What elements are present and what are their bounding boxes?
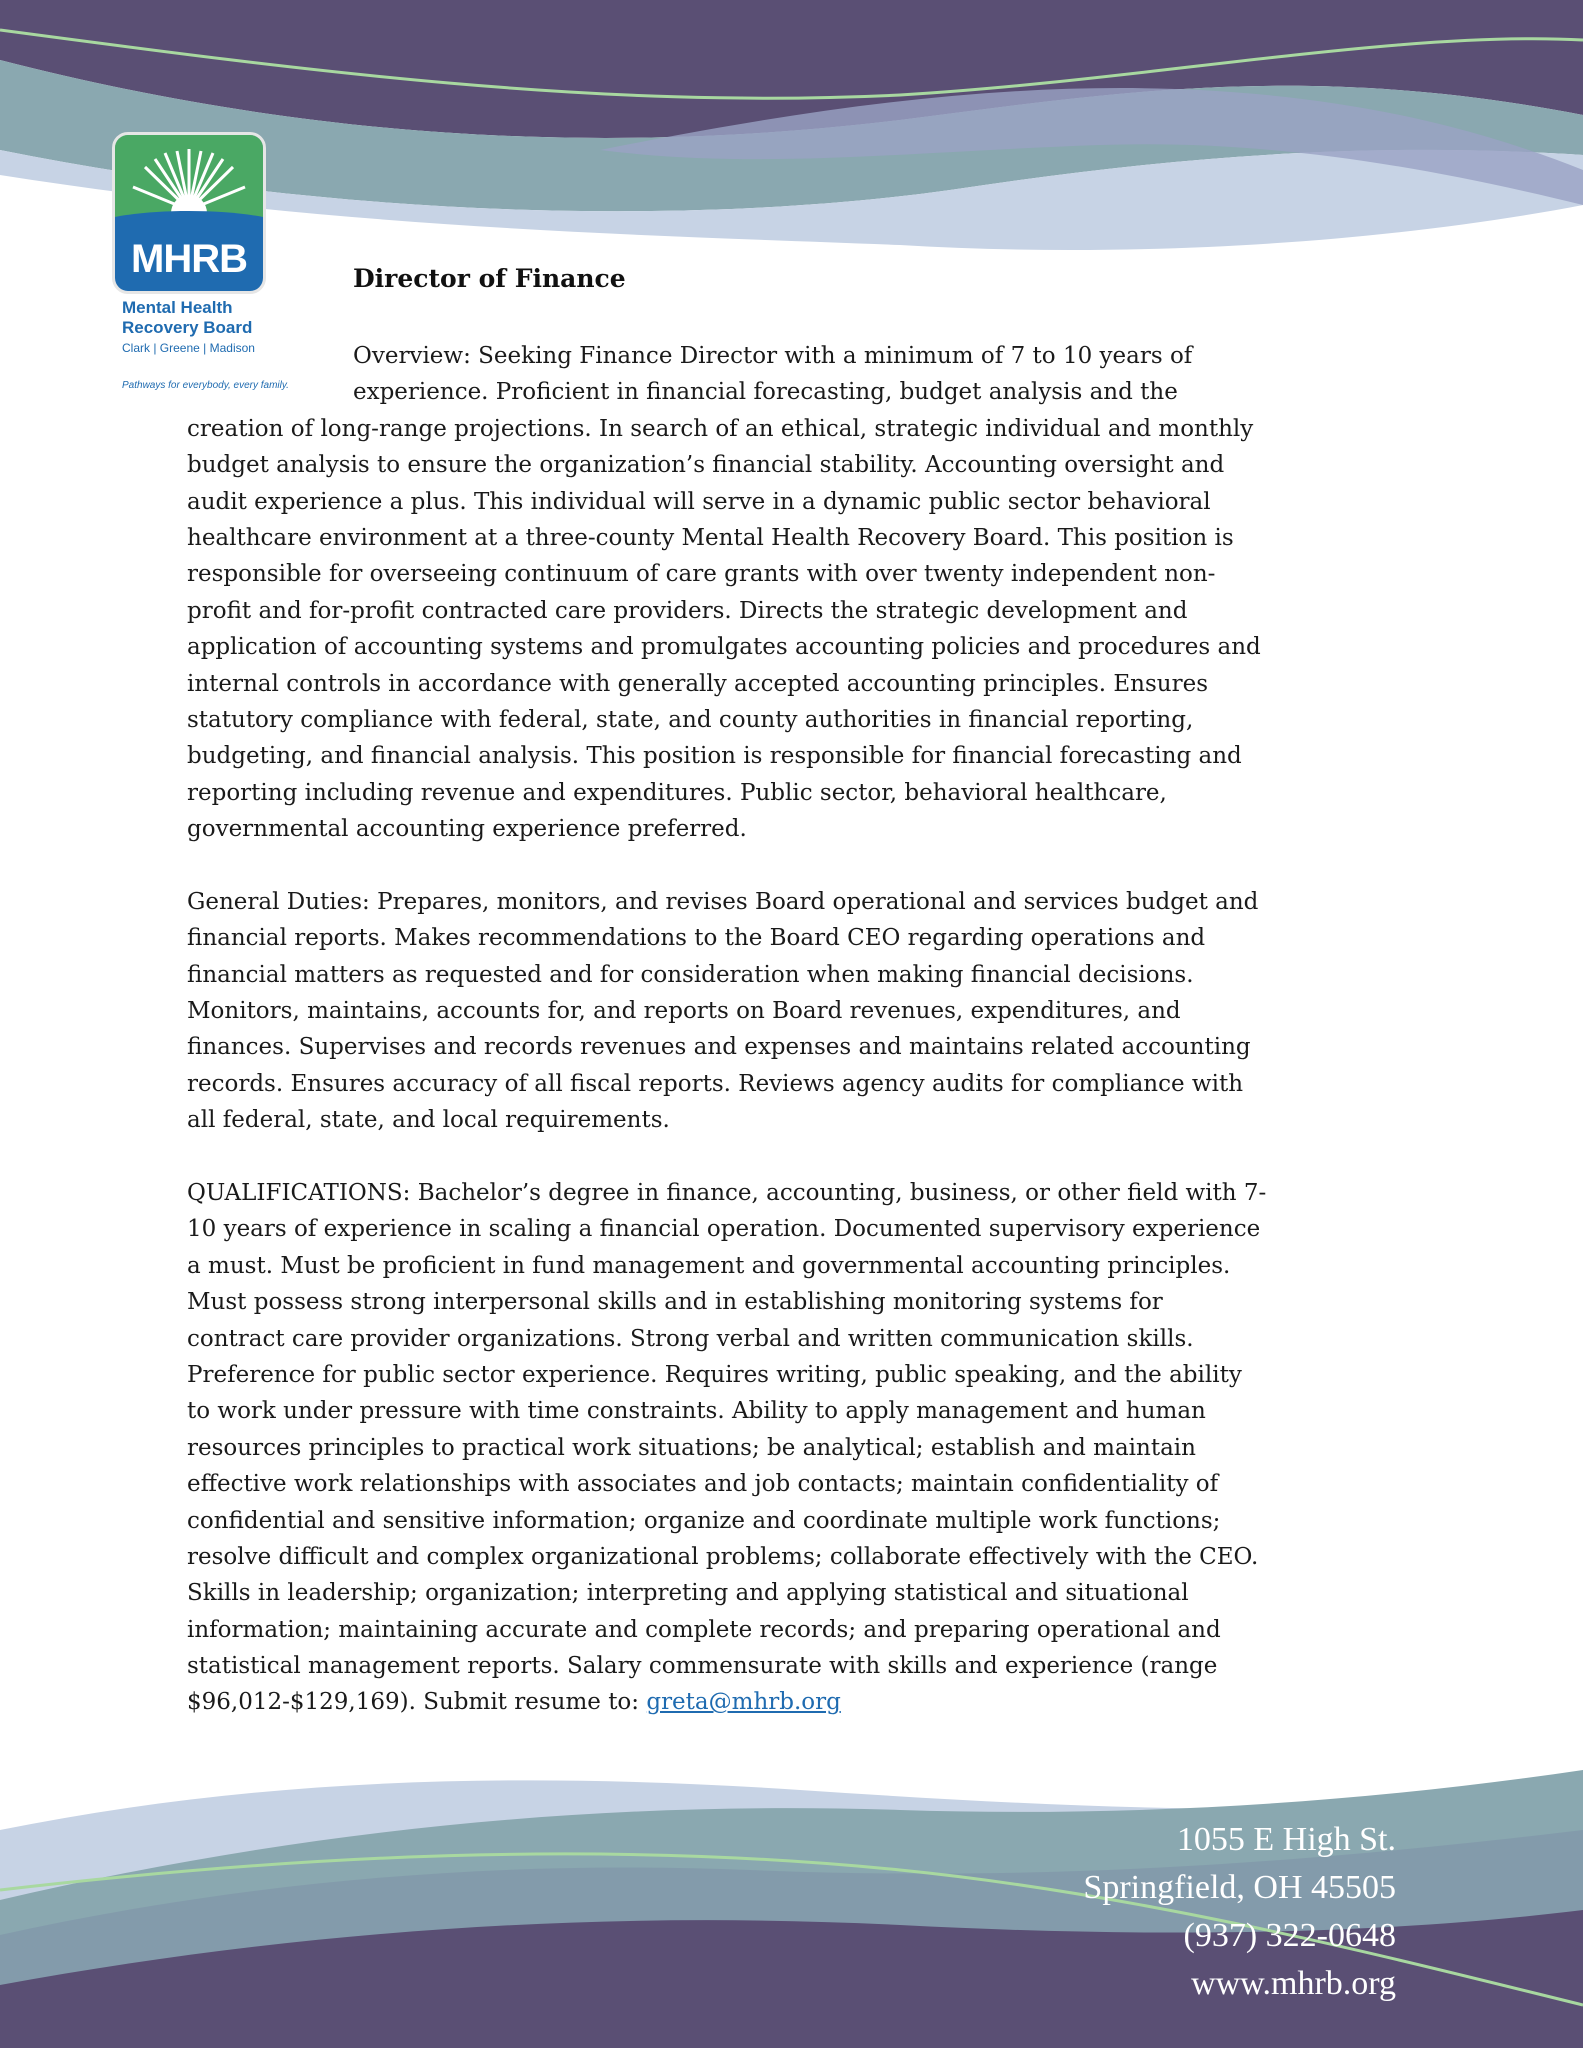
- text-line: confidential and sensitive information; organize and coordinate multiple work functions;: [187, 1507, 1221, 1534]
- qualifications-paragraph: [187, 1175, 1417, 1721]
- text-line: General Duties: Prepares, monitors, and revises Board operational and services budget and: [187, 888, 1259, 915]
- text-line: audit experience a plus. This individual will serve in a dynamic public sector behavioral: [187, 488, 1211, 515]
- text-line: budgeting, and financial analysis. This position is responsible for financial forecasting and: [187, 743, 1242, 770]
- text-line: responsible for overseeing continuum of care grants with over twenty independent non-: [187, 561, 1216, 588]
- logo-tagline: Pathways for everybody, every family.: [122, 380, 289, 391]
- text-line: internal controls in accordance with generally accepted accounting principles. Ensures: [187, 670, 1209, 697]
- logo-name-line2: Recovery Board: [122, 318, 253, 337]
- footer-address: [1083, 1816, 1396, 2008]
- general-duties-paragraph: [187, 884, 1417, 1139]
- job-description: [187, 338, 1417, 1721]
- text-line: profit and for-profit contracted care providers. Directs the strategic development and: [187, 597, 1188, 624]
- email-link[interactable]: greta@mhrb.org: [646, 1689, 841, 1716]
- text-line: financial matters as requested and for consideration when making financial decisions.: [187, 961, 1194, 988]
- text-line: to work under pressure with time constraints. Ability to apply management and human: [187, 1398, 1206, 1425]
- text-line: records. Ensures accuracy of all fiscal reports. Reviews agency audits for compliance with: [187, 1070, 1244, 1097]
- text-line: creation of long-range projections. In search of an ethical, strategic individual and monthly: [187, 415, 1254, 442]
- logo-abbreviation: MHRB: [131, 237, 247, 281]
- logo-name-line1: Mental Health: [122, 298, 233, 317]
- text-line: experience. Proficient in financial forecasting, budget analysis and the: [353, 379, 1178, 406]
- text-line: application of accounting systems and promulgates accounting policies and procedures and: [187, 634, 1261, 661]
- salary-submit-text: $96,012-$129,169). Submit resume to:: [187, 1689, 647, 1716]
- logo-counties: Clark | Greene | Madison: [122, 341, 255, 355]
- address-website[interactable]: www.mhrb.org: [1191, 1965, 1396, 2002]
- text-line: effective work relationships with associates and job contacts; maintain confidentiality of: [187, 1471, 1219, 1498]
- address-street: 1055 E High St.: [1176, 1821, 1396, 1858]
- logo-badge: [112, 132, 266, 294]
- text-line: Preference for public sector experience. Requires writing, public speaking, and the ability: [187, 1361, 1242, 1388]
- text-line: governmental accounting experience preferred.: [187, 816, 747, 843]
- text-line: Overview: Seeking Finance Director with a minimum of 7 to 10 years of: [353, 343, 1193, 369]
- text-line: healthcare environment at a three-county Mental Health Recovery Board. This position is: [187, 524, 1234, 551]
- text-line: Skills in leadership; organization; interpreting and applying statistical and situational: [187, 1580, 1189, 1607]
- text-line: Must possess strong interpersonal skills and in establishing monitoring systems for: [187, 1289, 1163, 1316]
- text-line: reporting including revenue and expenditures. Public sector, behavioral healthcare,: [187, 779, 1167, 806]
- text-line: Monitors, maintains, accounts for, and reports on Board revenues, expenditures, and: [187, 998, 1181, 1025]
- text-line: financial reports. Makes recommendations to the Board CEO regarding operations and: [187, 925, 1206, 952]
- text-line: finances. Supervises and records revenues and expenses and maintains related accounting: [187, 1034, 1251, 1061]
- text-line: contract care provider organizations. Strong verbal and written communication skills.: [187, 1325, 1194, 1352]
- text-line: a must. Must be proficient in fund management and governmental accounting principles.: [187, 1252, 1231, 1279]
- text-line: all federal, state, and local requirements.: [187, 1107, 670, 1134]
- sun-icon: [115, 135, 263, 235]
- text-line: budget analysis to ensure the organization’s financial stability. Accounting oversight and: [187, 452, 1225, 479]
- overview-paragraph: [187, 338, 1417, 847]
- text-line: resources principles to practical work situations; be analytical; establish and maintain: [187, 1434, 1196, 1461]
- address-city: Springfield, OH 45505: [1083, 1869, 1396, 1906]
- text-line: statistical management reports. Salary commensurate with skills and experience (range: [187, 1653, 1218, 1680]
- text-line: QUALIFICATIONS: Bachelor’s degree in finance, accounting, business, or other field with 7-: [187, 1179, 1267, 1206]
- address-phone: (937) 322-0648: [1183, 1917, 1396, 1954]
- text-line: statutory compliance with federal, state, and county authorities in financial reporting,: [187, 706, 1194, 733]
- job-title: Director of Finance: [353, 264, 626, 293]
- text-line: resolve difficult and complex organizational problems; collaborate effectively with the CEO.: [187, 1543, 1259, 1570]
- text-line: 10 years of experience in scaling a financial operation. Documented supervisory experience: [187, 1216, 1261, 1243]
- text-line: [187, 1684, 1417, 1720]
- text-line: information; maintaining accurate and complete records; and preparing operational and: [187, 1616, 1221, 1643]
